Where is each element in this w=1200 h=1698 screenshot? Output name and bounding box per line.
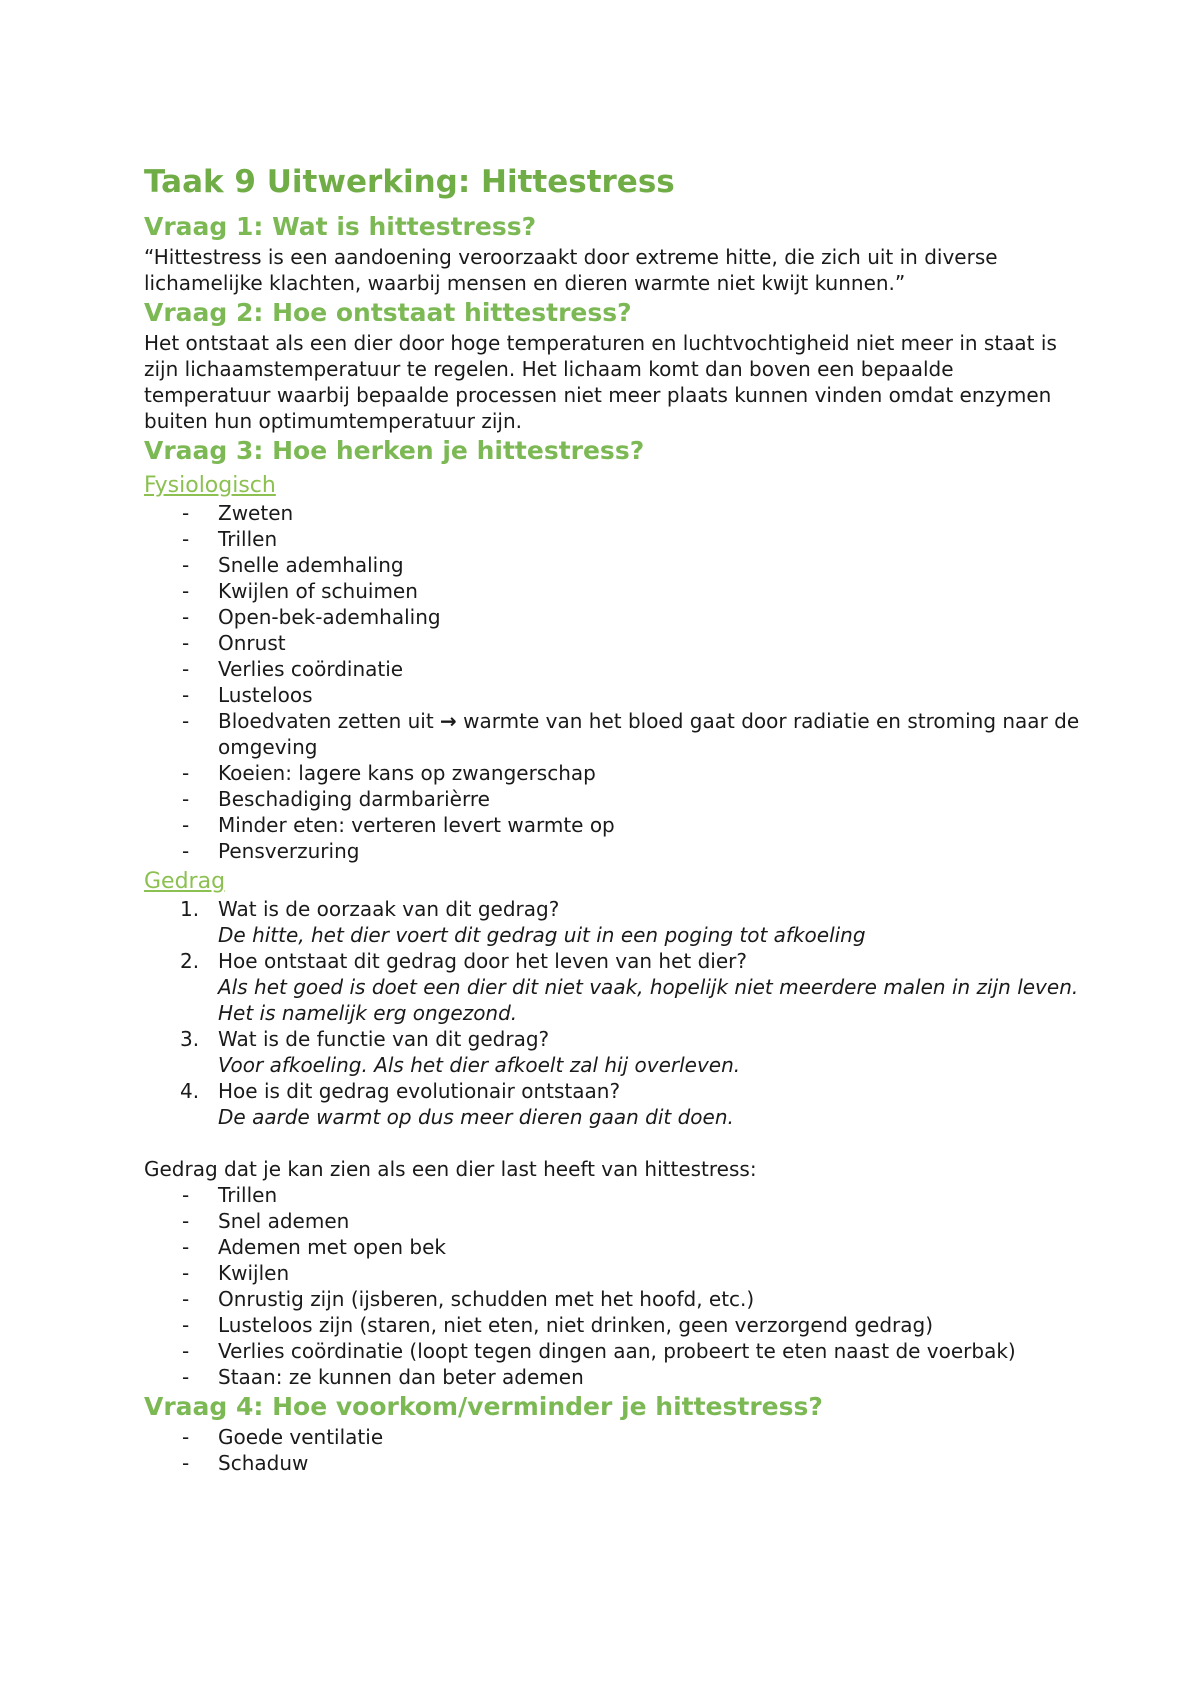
list-item: - Zweten xyxy=(182,501,294,525)
q2-heading: Vraag 2: Hoe ontstaat hittestress? xyxy=(144,298,632,327)
list-item: 4. Hoe is dit gedrag evolutionair ontstaan? De aarde warmt op dus meer dieren gaan dit doen. xyxy=(180,1079,734,1129)
q2-text: Het ontstaat als een dier door hoge temperaturen en luchtvochtigheid niet meer in staat is zijn lichaamstemperatuur te regelen. Het lichaam komt dan boven een bepaalde temperatuur waarbij bepaalde processen niet meer plaats kunnen vinden omdat enzymen buiten hun optimumtemperatuur zijn. xyxy=(144,331,1057,433)
list-item: - Goede ventilatie xyxy=(182,1425,384,1449)
list-item: - Onrust xyxy=(182,631,286,655)
gedrag-list xyxy=(144,1182,1080,1390)
fysiologisch-subheading: Fysiologisch xyxy=(144,473,276,498)
list-item: - Lusteloos xyxy=(182,683,313,707)
list-item: - Koeien: lagere kans op zwangerschap xyxy=(182,761,596,785)
list-item: - Snel ademen xyxy=(182,1209,350,1233)
list-item: 2. Hoe ontstaat dit gedrag door het leven van het dier? Als het goed is doet een dier dit niet vaak, hopelijk niet meerdere malen in zijn leven. Het is namelijk erg ongezond. xyxy=(180,949,1079,1025)
q1-heading: Vraag 1: Wat is hittestress? xyxy=(144,212,537,241)
arrow-right-icon: → xyxy=(440,709,457,733)
list-item: 1. Wat is de oorzaak van dit gedrag? De hitte, het dier voert dit gedrag uit in een poging tot afkoeling xyxy=(180,897,866,947)
list-item: 3. Wat is de functie van dit gedrag? Voor afkoeling. Als het dier afkoelt zal hij overleven. xyxy=(180,1027,741,1077)
list-item: - Trillen xyxy=(182,1183,278,1207)
list-item: - Onrustig zijn (ijsberen, schudden met het hoofd, etc.) xyxy=(182,1287,755,1311)
list-item: - Kwijlen of schuimen xyxy=(182,579,418,603)
list-item: - Pensverzuring xyxy=(182,839,360,863)
gedrag-questions-list xyxy=(144,896,1080,1130)
q4-heading: Vraag 4: Hoe voorkom/verminder je hittestress? xyxy=(144,1392,823,1421)
gedrag-subheading: Gedrag xyxy=(144,869,226,894)
list-item: - Lusteloos zijn (staren, niet eten, niet drinken, geen verzorgend gedrag) xyxy=(182,1313,934,1337)
list-item: - Staan: ze kunnen dan beter ademen xyxy=(182,1365,584,1389)
list-item: - Kwijlen xyxy=(182,1261,290,1285)
gedrag-intro: Gedrag dat je kan zien als een dier last heeft van hittestress: xyxy=(144,1157,757,1181)
list-item: - Verlies coördinatie (loopt tegen dingen aan, probeert te eten naast de voerbak) xyxy=(182,1339,1016,1363)
list-item: - Bloedvaten zetten uit → warmte van het bloed gaat door radiatie en stroming naar de omgeving xyxy=(182,709,1080,759)
list-item: - Verlies coördinatie xyxy=(182,657,404,681)
list-item: - Ademen met open bek xyxy=(182,1235,446,1259)
spacer xyxy=(144,1130,1080,1156)
document-title: Taak 9 Uitwerking: Hittestress xyxy=(144,164,675,200)
list-item: - Schaduw xyxy=(182,1451,309,1475)
q4-list xyxy=(144,1424,1080,1476)
list-item: - Trillen xyxy=(182,527,278,551)
list-item: - Beschadiging darmbarièrre xyxy=(182,787,490,811)
q3-heading: Vraag 3: Hoe herken je hittestress? xyxy=(144,436,645,465)
list-item: - Snelle ademhaling xyxy=(182,553,404,577)
fysiologisch-list xyxy=(144,500,1080,864)
list-item: - Minder eten: verteren levert warmte op xyxy=(182,813,615,837)
list-item: - Open-bek-ademhaling xyxy=(182,605,441,629)
q1-text: “Hittestress is een aandoening veroorzaakt door extreme hitte, die zich uit in diverse lichamelijke klachten, waarbij mensen en dieren warmte niet kwijt kunnen.” xyxy=(144,245,998,295)
